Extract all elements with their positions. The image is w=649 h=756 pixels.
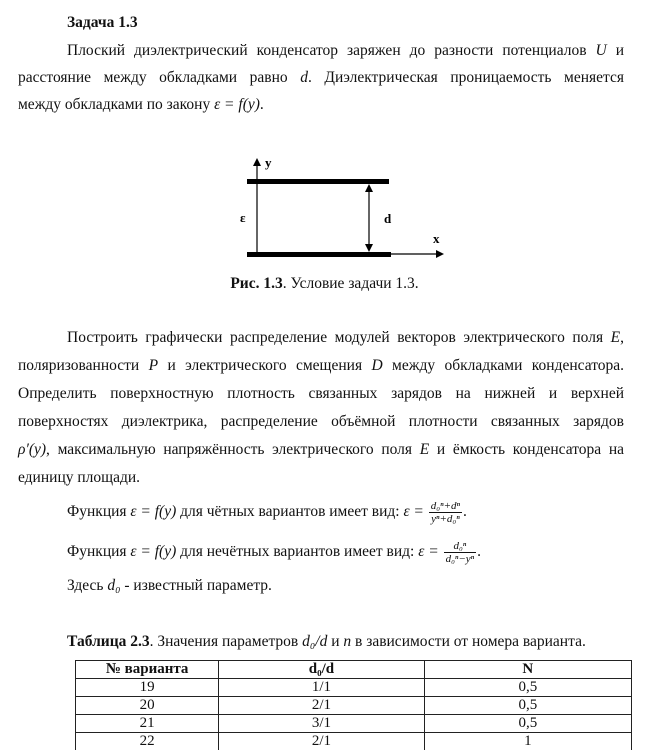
text: - известный параметр. xyxy=(120,577,272,594)
caption-text: . Условие задачи 1.3. xyxy=(282,275,419,292)
cell-d0-d: 3/1 xyxy=(219,715,424,733)
cell-n: 0,5 xyxy=(424,679,631,697)
text: Функция xyxy=(67,543,131,561)
cell-variant: 20 xyxy=(76,697,219,715)
distance-label: d xyxy=(384,211,392,226)
text: между обкладками конденсатора. xyxy=(382,357,625,374)
text: между обкладками по закону xyxy=(18,96,215,113)
function-even xyxy=(67,500,624,525)
table-caption xyxy=(67,632,624,652)
distance-arrow-head-up xyxy=(365,184,373,192)
formula-lhs: ε = xyxy=(403,503,428,521)
text: Построить графически распределение модулей векторов электрического поля xyxy=(67,329,611,346)
text: . xyxy=(462,503,467,521)
text: . xyxy=(259,96,264,113)
numerator: d₀ⁿ+dⁿ xyxy=(430,500,460,512)
text: . xyxy=(477,543,482,561)
epsilon-label: ε xyxy=(240,210,246,225)
table-row xyxy=(76,697,632,715)
cell-d0-d: 2/1 xyxy=(219,697,424,715)
var-E: E xyxy=(419,441,430,458)
var-D: D xyxy=(371,357,383,374)
table-row xyxy=(76,679,632,697)
assignment-line-2 xyxy=(18,356,624,376)
denominator: d₀ⁿ−yⁿ xyxy=(445,553,475,565)
assignment-line-6: единицу площади. xyxy=(18,469,141,486)
var-E: E xyxy=(610,329,621,346)
parameter-note xyxy=(67,576,624,596)
figure-caption xyxy=(0,274,649,294)
text: поляризованности xyxy=(18,357,149,374)
formula-lhs: ε = xyxy=(418,543,443,561)
text: , максимальную напряжённость электрического поля xyxy=(46,441,420,458)
function-odd xyxy=(67,540,624,565)
table-header-row xyxy=(76,661,632,679)
formula-eps-f-y: ε = f(y) xyxy=(130,503,177,521)
text: для нечётных вариантов имеет вид: xyxy=(176,543,419,561)
distance-arrow-head-down xyxy=(365,244,373,252)
text: для чётных вариантов имеет вид: xyxy=(176,503,404,521)
table-caption-label: Таблица 2.3 xyxy=(67,633,150,650)
table-row xyxy=(76,733,632,751)
var-U: U xyxy=(595,42,607,59)
fraction-even xyxy=(429,500,462,525)
text: и электрического смещения xyxy=(158,357,372,374)
assignment-line-4: поверхностях диэлектрика, распределение объёмной плотности связанных зарядов xyxy=(18,413,624,430)
assignment-line-1 xyxy=(67,328,624,348)
formula-eps-f-y: ε = f(y) xyxy=(130,543,177,561)
capacitor-diagram xyxy=(0,0,649,300)
denominator: yⁿ+d₀ⁿ xyxy=(431,513,460,525)
text: в зависимости от номера варианта. xyxy=(351,633,586,650)
caption-label: Рис. 1.3 xyxy=(230,275,283,292)
text: и xyxy=(606,42,624,59)
text: Здесь xyxy=(67,577,108,594)
cell-variant: 19 xyxy=(76,679,219,697)
cell-n: 0,5 xyxy=(424,715,631,733)
cell-variant: 21 xyxy=(76,715,219,733)
var-n: n xyxy=(343,633,352,650)
assignment-line-3: Определить поверхностную плотность связанных зарядов на нижней и верхней xyxy=(18,385,624,402)
header-n: N xyxy=(424,661,631,679)
bottom-plate xyxy=(247,252,391,257)
text: Плоский диэлектрический конденсатор заряжен до разности потенциалов xyxy=(67,42,596,59)
cell-n: 1 xyxy=(424,733,631,751)
task-title: Задача 1.3 xyxy=(67,14,138,31)
cell-n: 0,5 xyxy=(424,697,631,715)
text: и ёмкость конденсатора на xyxy=(429,441,624,458)
numerator: d₀ⁿ xyxy=(444,540,477,553)
y-axis-label: y xyxy=(265,155,272,170)
text: . Диэлектрическая проницаемость меняется xyxy=(307,69,624,86)
cell-d0-d: 2/1 xyxy=(219,733,424,751)
assignment-line-5 xyxy=(18,440,624,460)
formula-rho: ρ′(y) xyxy=(18,441,47,458)
header-variant: № варианта xyxy=(76,661,219,679)
cell-d0-d: 1/1 xyxy=(219,679,424,697)
text: Функция xyxy=(67,503,131,521)
formula-eps-f-y: ε = f(y) xyxy=(214,96,260,113)
text: , xyxy=(620,329,624,346)
top-plate xyxy=(247,179,389,184)
text: расстояние между обкладками равно xyxy=(18,69,301,86)
var-d0: d₀ xyxy=(107,577,121,594)
text: . Значения параметров xyxy=(149,633,303,650)
var-P: P xyxy=(148,357,159,374)
variants-table xyxy=(75,660,632,750)
table-row xyxy=(76,715,632,733)
text: и xyxy=(327,633,344,650)
x-axis-label: x xyxy=(433,231,440,246)
fraction-odd xyxy=(444,540,477,565)
header-d0-d: d₀/d xyxy=(219,661,424,679)
var-d: d xyxy=(300,69,308,86)
cell-variant: 22 xyxy=(76,733,219,751)
var-d0-d: d₀/d xyxy=(302,633,328,650)
